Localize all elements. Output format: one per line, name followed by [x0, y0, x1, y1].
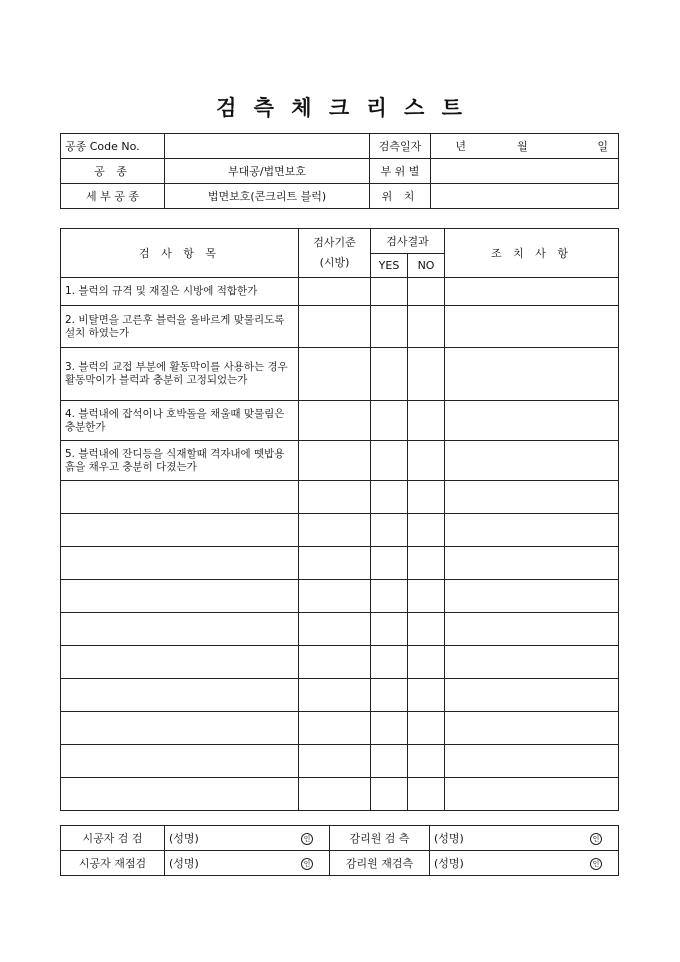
yes-cell[interactable]: [371, 745, 408, 778]
blank-item-cell[interactable]: [61, 712, 299, 745]
action-cell[interactable]: [445, 514, 619, 547]
standard-cell[interactable]: [299, 646, 371, 679]
action-cell[interactable]: [445, 306, 619, 348]
col-result-header: 검사결과: [371, 229, 445, 254]
code-field[interactable]: [165, 134, 370, 159]
no-cell[interactable]: [408, 306, 445, 348]
seal-icon[interactable]: 인: [301, 858, 313, 870]
header-info-table: [60, 133, 619, 209]
no-cell[interactable]: [408, 481, 445, 514]
no-cell[interactable]: [408, 712, 445, 745]
check-item-2: 2. 비탈면을 고른후 블럭을 올바르게 맞물리도록 설치 하였는가: [61, 306, 299, 348]
action-cell[interactable]: [445, 646, 619, 679]
page-title: 검 측 체 크 리 스 트: [216, 95, 464, 120]
yes-cell[interactable]: [371, 679, 408, 712]
contractor-reinspect-label: 시공자 재점검: [61, 851, 165, 876]
check-item-5: 5. 블럭내에 잔디등을 식재할때 격자내에 뗏밥용 흙을 채우고 충분히 다졌는가: [61, 441, 299, 481]
standard-cell[interactable]: [299, 580, 371, 613]
yes-cell[interactable]: [371, 646, 408, 679]
no-cell[interactable]: [408, 679, 445, 712]
detail-work-label: 세 부 공 종: [61, 184, 165, 209]
seal-cell: [530, 851, 619, 876]
action-cell[interactable]: [445, 778, 619, 811]
action-cell[interactable]: [445, 481, 619, 514]
supervisor-inspect-label: 감리원 검 측: [330, 826, 430, 851]
blank-item-cell[interactable]: [61, 613, 299, 646]
blank-row: [61, 580, 619, 613]
action-cell[interactable]: [445, 441, 619, 481]
standard-cell[interactable]: [299, 745, 371, 778]
yes-cell[interactable]: [371, 348, 408, 401]
no-cell[interactable]: [408, 441, 445, 481]
no-cell[interactable]: [408, 348, 445, 401]
action-cell[interactable]: [445, 278, 619, 306]
code-label: 공종 Code No.: [61, 134, 165, 159]
signature-table: [60, 825, 619, 876]
blank-row: [61, 481, 619, 514]
blank-item-cell[interactable]: [61, 778, 299, 811]
blank-row: [61, 646, 619, 679]
blank-item-cell[interactable]: [61, 646, 299, 679]
standard-cell[interactable]: [299, 712, 371, 745]
blank-item-cell[interactable]: [61, 481, 299, 514]
no-cell[interactable]: [408, 778, 445, 811]
standard-cell[interactable]: [299, 679, 371, 712]
action-cell[interactable]: [445, 745, 619, 778]
standard-cell[interactable]: [299, 441, 371, 481]
work-type-label: 공 종: [61, 159, 165, 184]
yes-cell[interactable]: [371, 306, 408, 348]
blank-row: [61, 712, 619, 745]
no-cell[interactable]: [408, 580, 445, 613]
blank-item-cell[interactable]: [61, 514, 299, 547]
yes-cell[interactable]: [371, 441, 408, 481]
no-cell[interactable]: [408, 547, 445, 580]
seal-icon[interactable]: 인: [590, 833, 602, 845]
blank-row: [61, 613, 619, 646]
seal-icon[interactable]: 인: [590, 858, 602, 870]
part-field[interactable]: [431, 159, 619, 184]
col-standard-line1: 검사기준: [313, 236, 356, 249]
check-item-4: 4. 블럭내에 잡석이나 호박돌을 채울때 맞물림은 충분한가: [61, 401, 299, 441]
blank-row: [61, 514, 619, 547]
supervisor-reinspect-name[interactable]: (성명): [430, 851, 530, 876]
yes-cell[interactable]: [371, 547, 408, 580]
action-cell[interactable]: [445, 547, 619, 580]
col-yes-header: YES: [371, 254, 408, 278]
supervisor-reinspect-label: 감리원 재검측: [330, 851, 430, 876]
inspection-date-label: 검측일자: [370, 134, 431, 159]
blank-item-cell[interactable]: [61, 745, 299, 778]
yes-cell[interactable]: [371, 580, 408, 613]
check-item-3: 3. 블럭의 교접 부분에 활동막이를 사용하는 경우 활동막이가 블럭과 충분히 고정되었는가: [61, 348, 299, 401]
work-type-field[interactable]: 부대공/법면보호: [165, 159, 370, 184]
location-label: 위 치: [370, 184, 431, 209]
action-cell[interactable]: [445, 613, 619, 646]
yes-cell[interactable]: [371, 481, 408, 514]
col-no-header: NO: [408, 254, 445, 278]
blank-row: [61, 745, 619, 778]
seal-icon[interactable]: 인: [301, 833, 313, 845]
seal-cell: [270, 851, 330, 876]
standard-cell[interactable]: [299, 481, 371, 514]
action-cell[interactable]: [445, 679, 619, 712]
blank-row: [61, 679, 619, 712]
blank-row: [61, 547, 619, 580]
standard-cell[interactable]: [299, 778, 371, 811]
action-cell[interactable]: [445, 348, 619, 401]
seal-cell: [530, 826, 619, 851]
no-cell[interactable]: [408, 401, 445, 441]
date-year-field[interactable]: 년: [431, 134, 491, 159]
action-cell[interactable]: [445, 580, 619, 613]
location-field[interactable]: [431, 184, 619, 209]
supervisor-inspect-name[interactable]: (성명): [430, 826, 530, 851]
col-standard-line2: (시방): [319, 256, 350, 269]
inspection-table: [60, 228, 619, 811]
standard-cell[interactable]: [299, 306, 371, 348]
standard-cell[interactable]: [299, 278, 371, 306]
yes-cell[interactable]: [371, 778, 408, 811]
action-cell[interactable]: [445, 712, 619, 745]
yes-cell[interactable]: [371, 278, 408, 306]
standard-cell[interactable]: [299, 514, 371, 547]
yes-cell[interactable]: [371, 712, 408, 745]
standard-cell[interactable]: [299, 613, 371, 646]
contractor-inspect-label: 시공자 검 검: [61, 826, 165, 851]
standard-cell[interactable]: [299, 547, 371, 580]
col-action-header: 조 치 사 항: [445, 229, 619, 278]
part-label: 부 위 별: [370, 159, 431, 184]
no-cell[interactable]: [408, 278, 445, 306]
contractor-reinspect-name[interactable]: (성명): [165, 851, 270, 876]
detail-work-field[interactable]: 법면보호(콘크리트 블럭): [165, 184, 370, 209]
blank-item-cell[interactable]: [61, 547, 299, 580]
blank-item-cell[interactable]: [61, 679, 299, 712]
contractor-inspect-name[interactable]: (성명): [165, 826, 270, 851]
no-cell[interactable]: [408, 514, 445, 547]
yes-cell[interactable]: [371, 401, 408, 441]
date-month-field[interactable]: 월: [491, 134, 555, 159]
col-standard-header: [299, 229, 371, 278]
check-item-1: 1. 블럭의 규격 및 재질은 시방에 적합한가: [61, 278, 299, 306]
col-item-header: 검 사 항 목: [61, 229, 299, 278]
action-cell[interactable]: [445, 401, 619, 441]
blank-row: [61, 778, 619, 811]
no-cell[interactable]: [408, 646, 445, 679]
no-cell[interactable]: [408, 613, 445, 646]
no-cell[interactable]: [408, 745, 445, 778]
seal-cell: [270, 826, 330, 851]
yes-cell[interactable]: [371, 613, 408, 646]
yes-cell[interactable]: [371, 514, 408, 547]
date-day-field[interactable]: 일: [555, 134, 619, 159]
blank-item-cell[interactable]: [61, 580, 299, 613]
standard-cell[interactable]: [299, 348, 371, 401]
standard-cell[interactable]: [299, 401, 371, 441]
